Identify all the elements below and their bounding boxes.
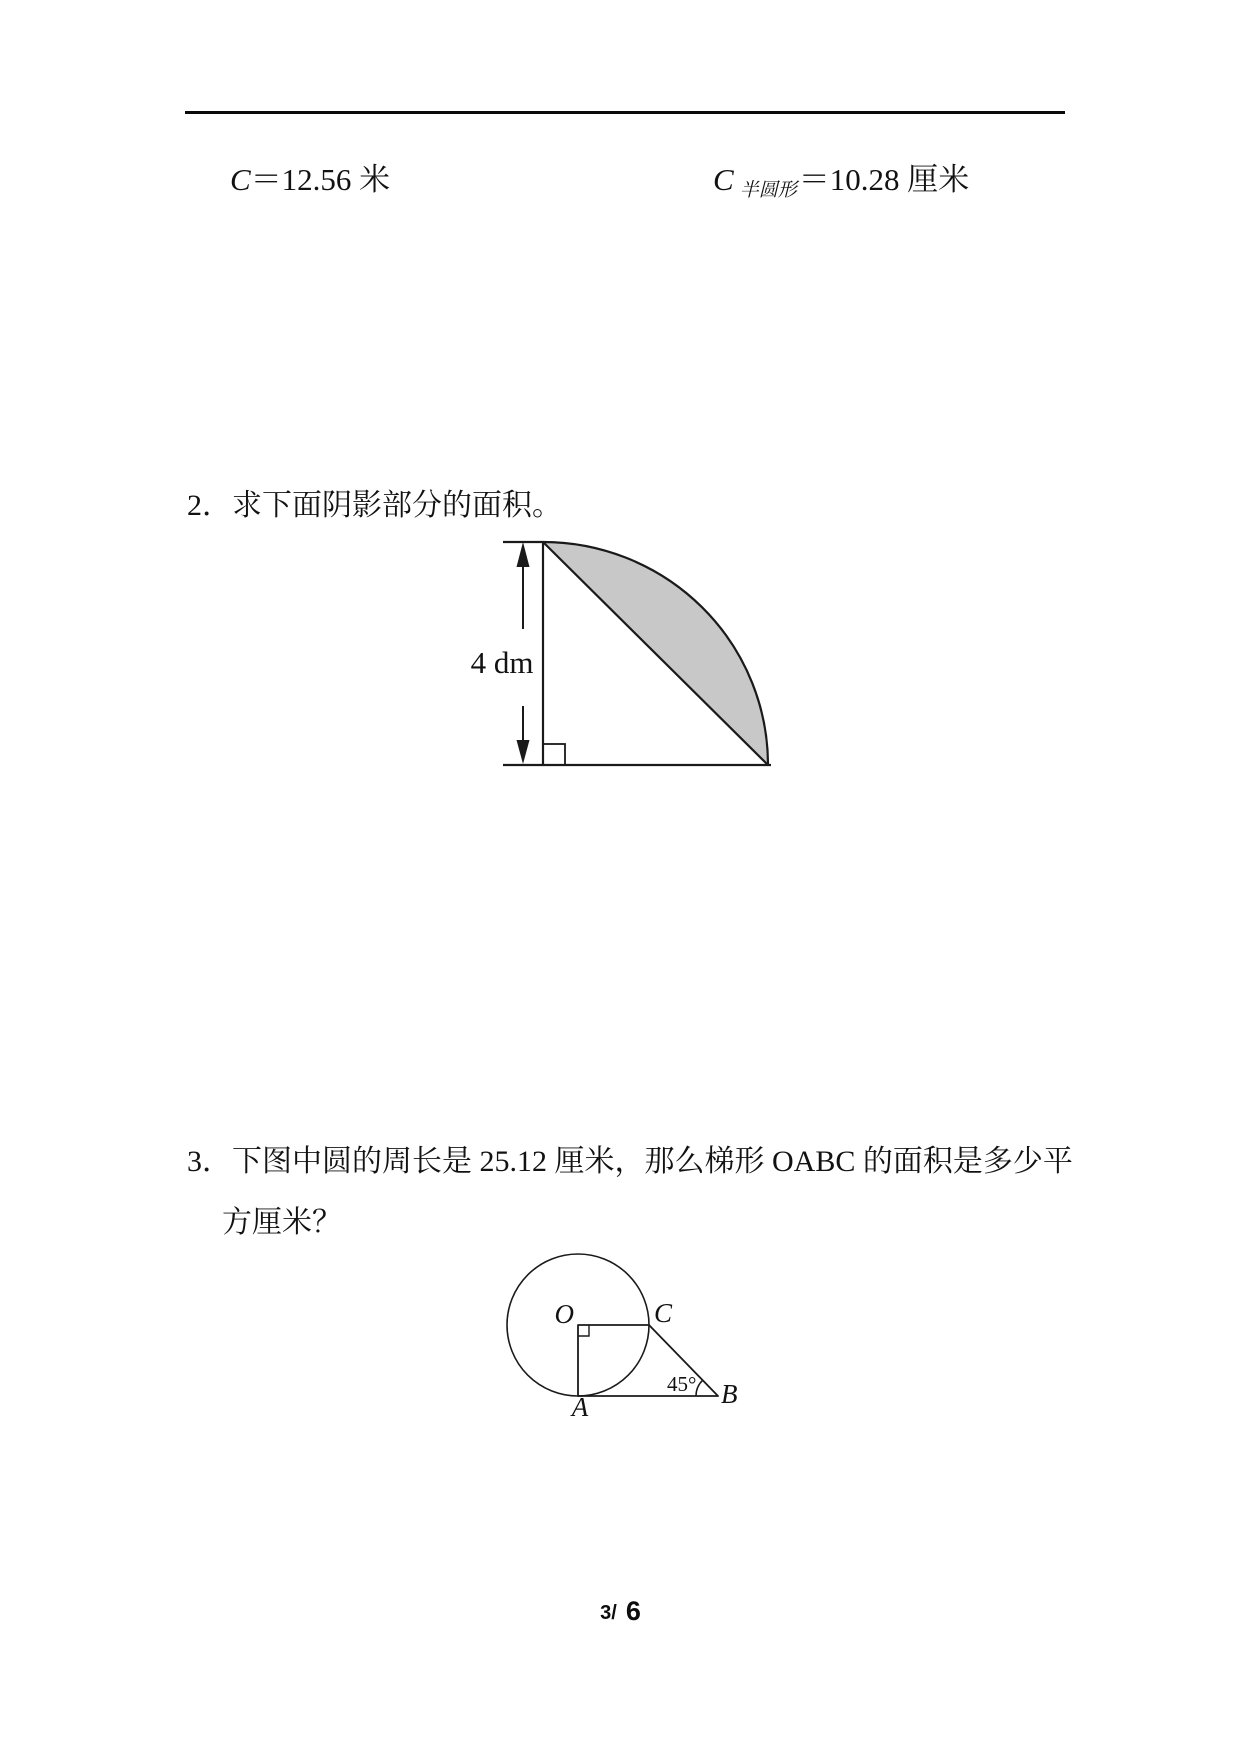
angle-arc [696,1380,703,1396]
dimension-label: 4 dm [470,645,534,680]
page-current: 3/ [600,1602,617,1624]
arrow-down-icon [517,740,530,764]
variable-c: C [713,162,734,197]
point-label-c: C [654,1298,673,1328]
answer-right-value: ＝10.28 厘米 [798,162,970,197]
figure-circle-trapezoid [470,1240,770,1425]
right-angle-marker [543,744,565,765]
answer-circumference-semicircle [713,163,969,202]
shaded-segment [543,542,768,765]
page-number [0,1596,1241,1627]
figure-quarter-circle [455,533,785,778]
variable-c: C [230,162,251,197]
question-3-text-line2: 方厘米？ [222,1206,342,1239]
point-label-o: O [554,1299,574,1329]
point-label-a: A [571,1392,589,1422]
page-total: 6 [625,1596,641,1626]
question-2-text: 2．求下面阴影部分的面积。 [187,489,562,522]
answer-left-value: ＝12.56 米 [250,162,391,197]
arrow-up-icon [517,542,530,567]
point-label-b: B [721,1379,738,1409]
angle-label: 45° [667,1372,697,1396]
answer-circumference-circle [230,163,390,197]
top-divider [185,111,1065,114]
question-3-text-line1: 3．下图中圆的周长是 25.12 厘米，那么梯形 OABC 的面积是多少平 [187,1145,1073,1178]
right-angle-marker [578,1325,589,1336]
variable-subscript: 半圆形 [739,180,797,201]
